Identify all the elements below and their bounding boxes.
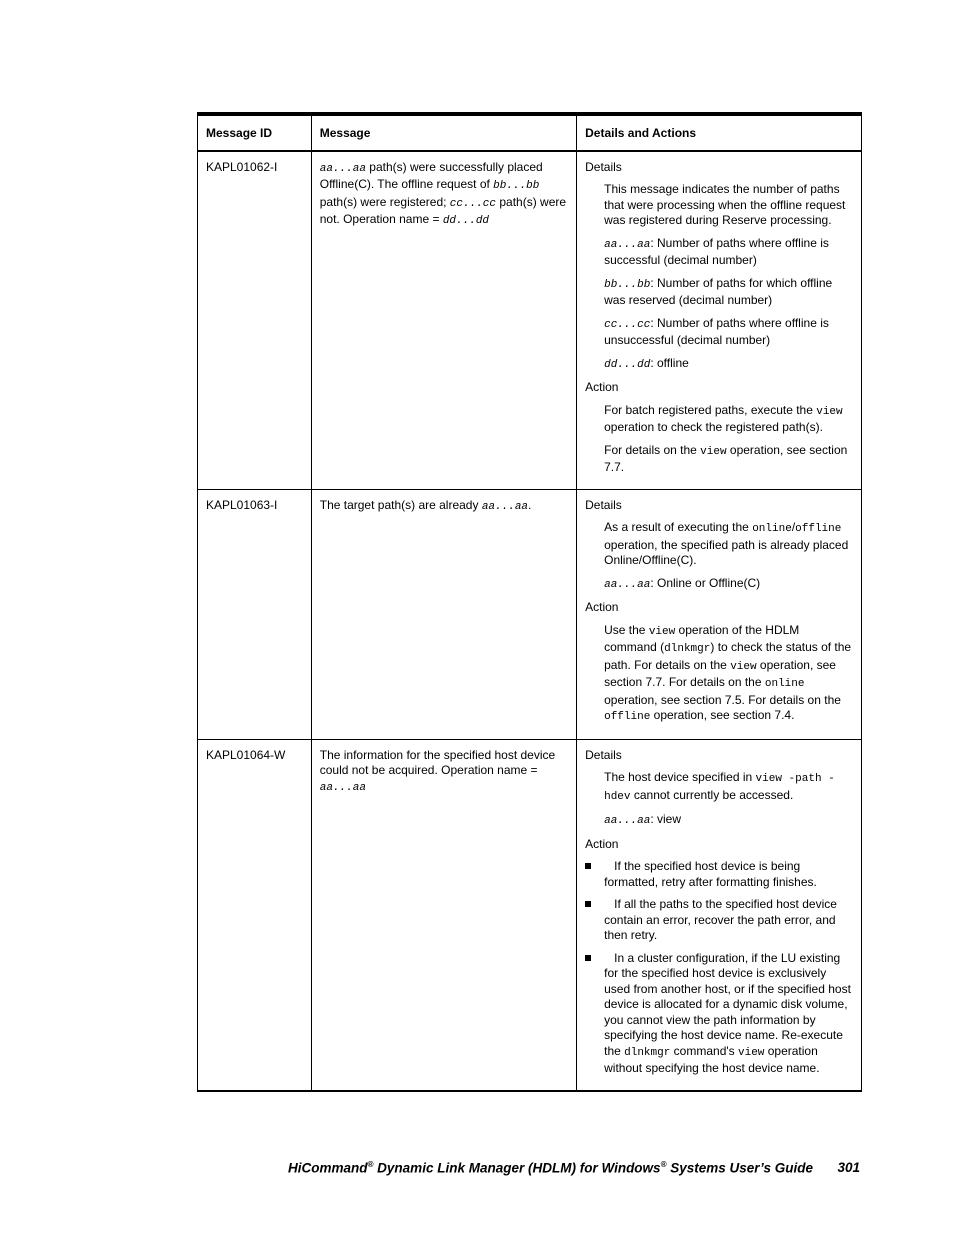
header-details-actions: Details and Actions (577, 114, 862, 151)
table-row (198, 151, 862, 490)
registered-mark: ® (660, 1160, 667, 1169)
details-cell (577, 151, 862, 490)
square-bullet-icon (585, 901, 591, 907)
details-label: Details (585, 497, 622, 512)
table-header-row (198, 114, 862, 151)
details-item: aa...aa: view (604, 812, 682, 827)
code-dd: dd...dd (442, 215, 490, 227)
action-paragraph: For details on the view operation, see section 7.7. (604, 442, 848, 474)
code-aa: aa...aa (319, 162, 366, 175)
document-title: HiCommand® Dynamic Link Manager (HDLM) for Windows® Systems User’s Guide (288, 1160, 814, 1176)
details-paragraph: The host device specified in view -path -hdev cannot currently be accessed. (604, 770, 835, 803)
details-label: Details (585, 747, 622, 762)
details-label: Details (585, 159, 622, 174)
bullet-item: If the specified host device is being formatted, retry after formatting finishes. (604, 859, 853, 890)
action-label: Action (585, 380, 619, 394)
header-message: Message (311, 114, 576, 151)
details-item: dd...dd: offline (604, 355, 689, 371)
header-message-id: Message ID (198, 114, 312, 151)
code-aa: aa...aa (481, 500, 529, 513)
registered-mark: ® (367, 1160, 374, 1169)
action-label: Action (585, 836, 619, 851)
details-item: bb...bb: Number of paths for which offline was reserved (decimal number) (604, 275, 833, 307)
details-item: cc...cc: Number of paths where offline is unsuccessful (decimal number) (604, 315, 829, 347)
action-label: Action (585, 600, 619, 614)
details-paragraph: As a result of executing the online/offline operation, the specified path is already placed Online/Offline(C). (604, 520, 849, 567)
action-paragraph: For batch registered paths, execute the view operation to check the registered path(s). (604, 402, 843, 434)
message-cell: The information for the specified host device could not be acquired. Operation name = aa...aa (311, 739, 576, 1091)
message-id-cell: KAPL01064-W (198, 739, 312, 1091)
message-cell: The target path(s) are already aa...aa. (311, 489, 576, 739)
details-item: aa...aa: Number of paths where offline is successful (decimal number) (604, 235, 829, 267)
details-paragraph: This message indicates the number of paths that were processing when the offline request was registered during Reserve processing. (604, 182, 846, 227)
code-cc: cc...cc (449, 197, 497, 210)
bullet-item: In a cluster configuration, if the LU existing for the specified host device is exclusively used from another host, or if the specified host device is allocated for a dynamic disk volume, you cannot view the path information by specifying the host device name. Re-execute the dlnkmgr command's view operation without specifying the host device name. (604, 951, 853, 1077)
square-bullet-icon (585, 863, 591, 869)
bullet-item: If all the paths to the specified host device contain an error, recover the path error, and then retry. (604, 897, 853, 944)
message-id-cell: KAPL01062-I (198, 151, 312, 490)
square-bullet-icon (585, 955, 591, 961)
table-row (198, 739, 862, 1091)
code-bb: bb...bb (493, 180, 540, 192)
message-cell: aa...aa path(s) were successfully placed Offline(C). The offline request of bb...bb path(s) were registered; cc...cc path(s) were not. Operation name = dd...dd (311, 151, 576, 490)
page-number: 301 (837, 1160, 860, 1175)
message-id-cell: KAPL01063-I (198, 489, 312, 739)
action-paragraph: Use the view operation of the HDLM command (dlnkmgr) to check the status of the path. For details on the view operation, see section 7.7. For details on the online operation, see section 7.5. For details on the offline operation, see section 7.4. (604, 622, 852, 723)
message-table (197, 112, 862, 1092)
details-item: aa...aa: Online or Offline(C) (604, 575, 761, 591)
details-cell (577, 739, 862, 1091)
details-cell (577, 489, 862, 739)
code-aa: aa...aa (319, 781, 366, 794)
table-row (198, 489, 862, 739)
